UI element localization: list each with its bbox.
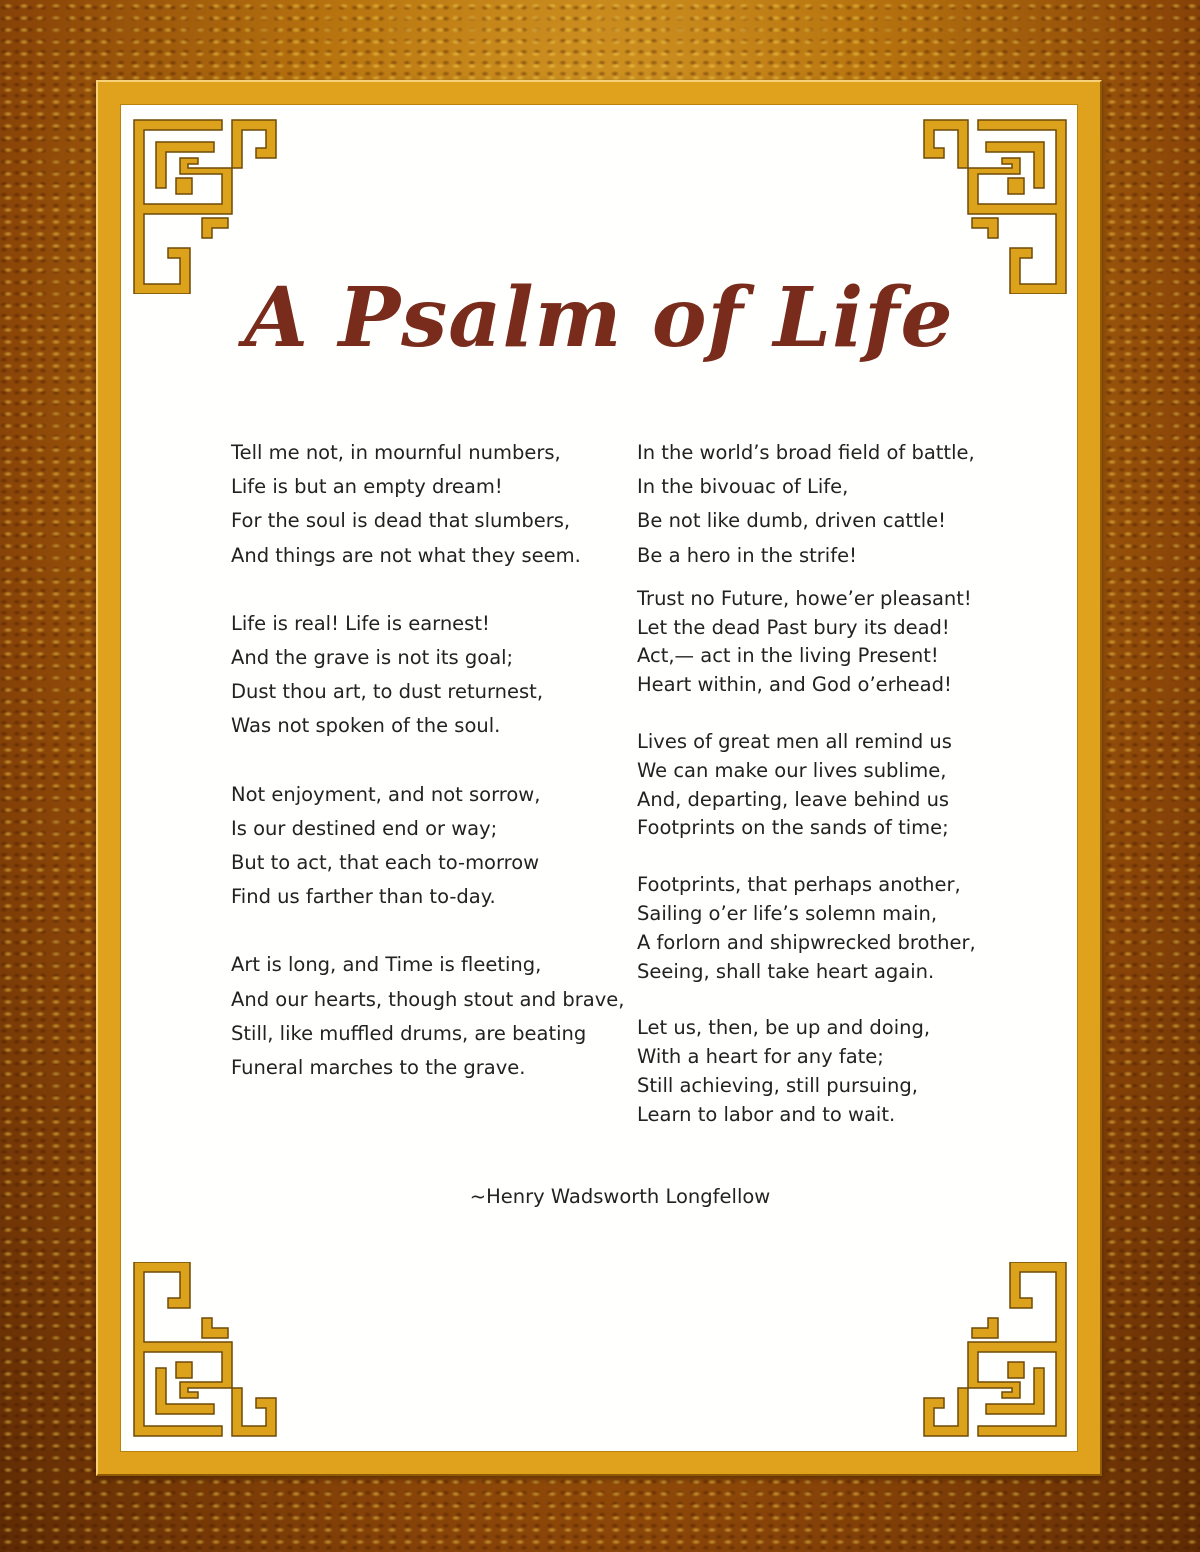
corner-ornament-bottom-left-icon	[132, 1262, 278, 1438]
verse-line: Dust thou art, to dust returnest,	[231, 680, 544, 704]
verse-line: Art is long, and Time is fleeting,	[231, 953, 542, 977]
stanza	[231, 778, 631, 915]
verse-line: Life is but an empty dream!	[231, 475, 503, 499]
verse-line: For the soul is dead that slumbers,	[231, 509, 571, 533]
verse-line: Is our destined end or way;	[231, 816, 498, 840]
verse-line: Let us, then, be up and doing,	[637, 1016, 931, 1040]
verse-line: Be a hero in the strife!	[637, 543, 857, 567]
verse-line: In the world’s broad field of battle,	[637, 441, 975, 464]
stanza	[637, 871, 1057, 986]
poem-title: A Psalm of Life	[244, 270, 954, 366]
verse-line: Trust no Future, howe’er pleasant!	[637, 586, 972, 610]
stanza	[637, 728, 1057, 843]
verse-line: Let the dead Past bury its dead!	[637, 615, 950, 639]
verse-line: Lives of great men all remind us	[637, 730, 952, 753]
stanza	[231, 948, 631, 1085]
verse-line: And our hearts, though stout and brave,	[231, 987, 625, 1011]
author-attribution: ~Henry Wadsworth Longfellow	[469, 1185, 771, 1208]
verse-line: But to act, that each to-morrow	[231, 851, 540, 875]
verse-line: Was not spoken of the soul.	[231, 714, 501, 738]
verse-line: Funeral marches to the grave.	[231, 1056, 526, 1080]
verse-line: Footprints, that perhaps another,	[637, 873, 961, 897]
verse-line: Be not like dumb, driven cattle!	[637, 509, 946, 533]
verse-line: Not enjoyment, and not sorrow,	[231, 782, 541, 806]
stanza	[637, 1014, 1057, 1129]
stanza	[637, 436, 1057, 573]
corner-ornament-bottom-right-icon	[922, 1262, 1068, 1438]
verse-line: Act,— act in the living Present!	[637, 644, 939, 668]
stanza	[231, 436, 631, 573]
stanza	[637, 585, 1057, 700]
verse-line: And things are not what they seem.	[231, 543, 581, 567]
left-column	[231, 436, 631, 1119]
verse-line: Heart within, and God o’erhead!	[637, 673, 952, 697]
verse-line: Tell me not, in mournful numbers,	[231, 441, 561, 464]
verse-line: Footprints on the sands of time;	[637, 816, 949, 840]
corner-ornament-top-left-icon	[132, 118, 278, 294]
verse-line: Learn to labor and to wait.	[637, 1102, 896, 1126]
verse-line: Find us farther than to-day.	[231, 885, 496, 909]
verse-line: Still, like muffled drums, are beating	[231, 1021, 587, 1045]
right-column	[637, 436, 1057, 1158]
corner-ornament-top-right-icon	[922, 118, 1068, 294]
verse-line: Sailing o’er life’s solemn main,	[637, 901, 938, 925]
verse-line: Seeing, shall take heart again.	[637, 959, 935, 983]
verse-line: Still achieving, still pursuing,	[637, 1073, 918, 1097]
verse-line: Life is real! Life is earnest!	[231, 611, 490, 635]
verse-line: A forlorn and shipwrecked brother,	[637, 930, 976, 954]
stanza	[231, 607, 631, 744]
verse-line: We can make our lives sublime,	[637, 758, 947, 782]
verse-line: And, departing, leave behind us	[637, 787, 950, 811]
verse-line: With a heart for any fate;	[637, 1045, 884, 1069]
verse-line: In the bivouac of Life,	[637, 475, 849, 499]
verse-line: And the grave is not its goal;	[231, 646, 514, 670]
